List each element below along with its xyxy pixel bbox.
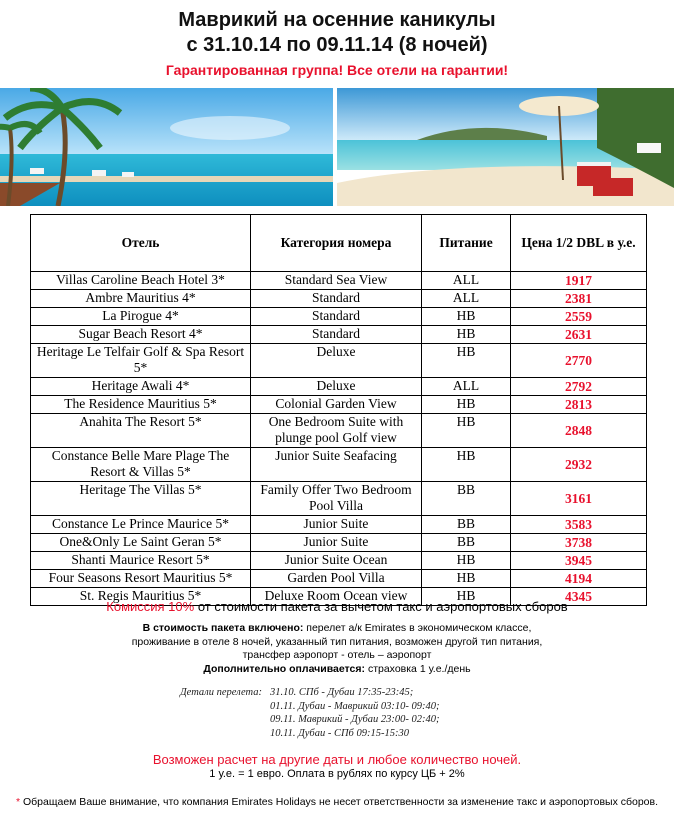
included-text-3: трансфер аэропорт - отель – аэропорт bbox=[242, 649, 432, 661]
title-line-2: с 31.10.14 по 09.11.14 (8 ночей) bbox=[186, 34, 488, 56]
table-row bbox=[31, 482, 647, 516]
flight-leg: 09.11. Маврикий - Дубаи 23:00- 02:40; bbox=[270, 714, 440, 725]
disclaimer-text: Обращаем Ваше внимание, что компания Emirates Holidays не несет ответственности за изменение такс и аэропортовых сборов. bbox=[20, 796, 659, 808]
table-row bbox=[31, 552, 647, 570]
table-row bbox=[31, 290, 647, 308]
table-row bbox=[31, 396, 647, 414]
beach-umbrella-photo bbox=[337, 88, 674, 206]
meal-plan: ALL bbox=[422, 290, 511, 308]
room-category: Junior Suite Ocean bbox=[251, 552, 422, 570]
hotel-name: St. Regis Mauritius 5* bbox=[31, 588, 251, 606]
table-row bbox=[31, 414, 647, 448]
commission-percent: Комиссия 10% bbox=[106, 599, 195, 614]
flight-leg: 10.11. Дубаи - СПб 09:15-15:30 bbox=[270, 727, 409, 739]
commission-text: от стоимости пакета за вычетом такс и аэропортовых сборов bbox=[194, 599, 568, 614]
meal-plan: HB bbox=[422, 414, 511, 448]
price: 4345 bbox=[511, 588, 647, 606]
price: 4194 bbox=[511, 570, 647, 588]
room-category: Standard bbox=[251, 290, 422, 308]
package-included bbox=[0, 622, 674, 676]
room-category: Junior Suite bbox=[251, 534, 422, 552]
flight-leg: 31.10. СПб - Дубаи 17:35-23:45; bbox=[270, 687, 414, 698]
hotel-name: Villas Caroline Beach Hotel 3* bbox=[31, 272, 251, 290]
hotel-name: The Residence Mauritius 5* bbox=[31, 396, 251, 414]
disclaimer bbox=[0, 796, 674, 808]
price: 2813 bbox=[511, 396, 647, 414]
room-category: Deluxe bbox=[251, 378, 422, 396]
hotel-name: Heritage Le Telfair Golf & Spa Resort 5* bbox=[31, 344, 251, 378]
price: 2770 bbox=[511, 344, 647, 378]
price: 2559 bbox=[511, 308, 647, 326]
hotel-name: One&Only Le Saint Geran 5* bbox=[31, 534, 251, 552]
included-text-1: перелет а/к Emirates в экономическом классе, bbox=[303, 622, 532, 634]
table-header-row bbox=[31, 215, 647, 272]
table-row bbox=[31, 570, 647, 588]
price: 2848 bbox=[511, 414, 647, 448]
room-category: Deluxe Room Ocean view bbox=[251, 588, 422, 606]
hotel-name: Four Seasons Resort Mauritius 5* bbox=[31, 570, 251, 588]
room-category: Standard bbox=[251, 326, 422, 344]
meal-plan: HB bbox=[422, 396, 511, 414]
hotel-name: Sugar Beach Resort 4* bbox=[31, 326, 251, 344]
room-category: Junior Suite bbox=[251, 516, 422, 534]
price-table bbox=[30, 214, 647, 606]
included-label: В стоимость пакета включено: bbox=[142, 622, 304, 634]
meal-plan: HB bbox=[422, 344, 511, 378]
hotel-name: Heritage The Villas 5* bbox=[31, 482, 251, 516]
hotel-name: Constance Le Prince Maurice 5* bbox=[31, 516, 251, 534]
price: 3583 bbox=[511, 516, 647, 534]
flight-details bbox=[180, 686, 440, 740]
title-line-1: Маврикий на осенние каникулы bbox=[178, 9, 496, 31]
hotel-name: Anahita The Resort 5* bbox=[31, 414, 251, 448]
header-hotel: Отель bbox=[31, 215, 251, 272]
price: 1917 bbox=[511, 272, 647, 290]
meal-plan: ALL bbox=[422, 272, 511, 290]
hotel-name: La Pirogue 4* bbox=[31, 308, 251, 326]
meal-plan: HB bbox=[422, 588, 511, 606]
price: 3738 bbox=[511, 534, 647, 552]
table-row bbox=[31, 308, 647, 326]
table-row bbox=[31, 534, 647, 552]
room-category: Colonial Garden View bbox=[251, 396, 422, 414]
meal-plan: ALL bbox=[422, 378, 511, 396]
table-row bbox=[31, 378, 647, 396]
room-category: Standard bbox=[251, 308, 422, 326]
meal-plan: HB bbox=[422, 552, 511, 570]
commission-note bbox=[0, 599, 674, 614]
header-price: Цена 1/2 DBL в у.е. bbox=[511, 215, 647, 272]
price: 2381 bbox=[511, 290, 647, 308]
meal-plan: BB bbox=[422, 482, 511, 516]
hotel-name: Shanti Maurice Resort 5* bbox=[31, 552, 251, 570]
flight-label: Детали перелета: bbox=[180, 687, 262, 698]
meal-plan: BB bbox=[422, 534, 511, 552]
room-category: Family Offer Two Bedroom Pool Villa bbox=[251, 482, 422, 516]
room-category: One Bedroom Suite with plunge pool Golf view bbox=[251, 414, 422, 448]
meal-plan: HB bbox=[422, 308, 511, 326]
room-category: Standard Sea View bbox=[251, 272, 422, 290]
table-row bbox=[31, 326, 647, 344]
meal-plan: HB bbox=[422, 326, 511, 344]
table-row bbox=[31, 344, 647, 378]
extra-text: страховка 1 у.е./день bbox=[365, 662, 471, 675]
hotel-name: Heritage Awali 4* bbox=[31, 378, 251, 396]
room-category: Garden Pool Villa bbox=[251, 570, 422, 588]
price: 2792 bbox=[511, 378, 647, 396]
meal-plan: BB bbox=[422, 516, 511, 534]
exchange-rate-note: 1 у.е. = 1 евро. Оплата в рублях по курсу ЦБ + 2% bbox=[209, 768, 465, 780]
price: 2932 bbox=[511, 448, 647, 482]
asterisk: * bbox=[15, 796, 21, 808]
flight-leg: 01.11. Дубаи - Маврикий 03:10- 09:40; bbox=[270, 700, 440, 712]
other-dates-note: Возможен расчет на другие даты и любое количество ночей. bbox=[152, 752, 522, 767]
header-room-category: Категория номера bbox=[251, 215, 422, 272]
included-text-2: проживание в отеле 8 ночей, указанный тип питания, возможен другой тип питания, bbox=[131, 635, 543, 648]
price: 3161 bbox=[511, 482, 647, 516]
price: 3945 bbox=[511, 552, 647, 570]
table-row bbox=[31, 448, 647, 482]
header-meal: Питание bbox=[422, 215, 511, 272]
meal-plan: HB bbox=[422, 570, 511, 588]
hotel-name: Constance Belle Mare Plage The Resort & Villas 5* bbox=[31, 448, 251, 482]
extra-label: Дополнительно оплачивается: bbox=[203, 662, 366, 675]
subtitle: Гарантированная группа! Все отели на гарантии! bbox=[165, 62, 509, 78]
table-row bbox=[31, 516, 647, 534]
price: 2631 bbox=[511, 326, 647, 344]
table-row bbox=[31, 272, 647, 290]
meal-plan: HB bbox=[422, 448, 511, 482]
pool-palms-photo bbox=[0, 88, 333, 206]
hotel-name: Ambre Mauritius 4* bbox=[31, 290, 251, 308]
room-category: Deluxe bbox=[251, 344, 422, 378]
room-category: Junior Suite Seafacing bbox=[251, 448, 422, 482]
